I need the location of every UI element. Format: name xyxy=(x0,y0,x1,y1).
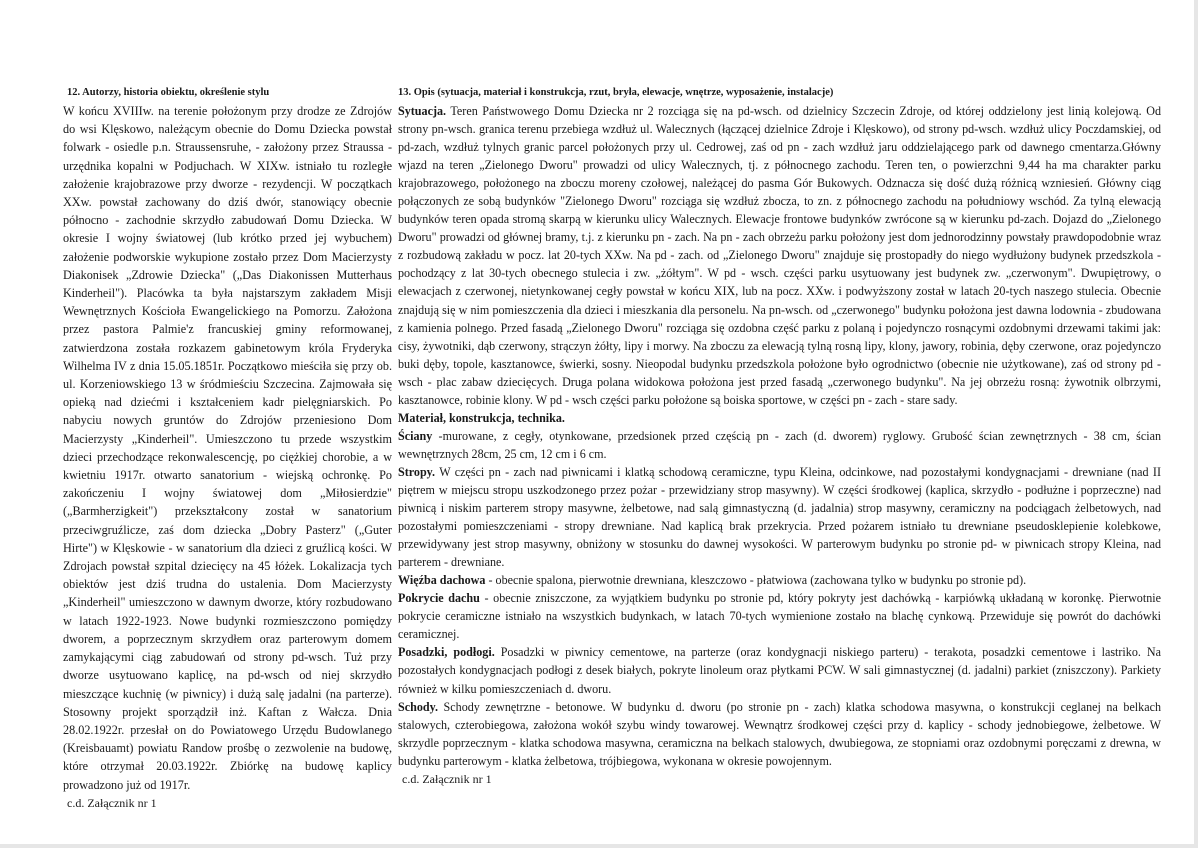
paragraph-ceilings xyxy=(398,463,1161,571)
section-13-heading: 13. Opis (sytuacja, materiał i konstrukcja, rzut, bryła, elewacje, wnętrze, wyposażenie, instalacje) xyxy=(398,87,834,98)
paragraph-text: Posadzki w piwnicy cementowe, na parterze (oraz kondygnacji niskiego parteru) - terakota, posadzki cementowe i lastriko. Na pozostałych kondygnacjach podłogi z desek białych, pokryte linoleum oraz płytkami PCW. W sali gimnastycznej (d. jadalni) parkiet (zniszczony). Parkiety również w kilku pomieszczeniach d. dworu. xyxy=(398,645,1161,696)
section-13-annex-note: c.d. Załącznik nr 1 xyxy=(402,771,492,786)
paragraph-text: Schody zewnętrzne - betonowe. W budynku d. dworu (po stronie pn - zach) klatka schodowa masywna, o konstrukcji ceglanej na belkach stalowych, czterobiegowa, założona wokół szybu windy towarowej. Wewnątrz środkowej części przy d. kaplicy - schody jednobiegowe, żelbetowe. W skrzydle poprzecznym - klatka schodowa masywna, ceramiczna na belkach stalowych, dwubiegowa, ze stopniami oraz ozdobnymi poręczami z drewna, w budynku parterowym - klatka żelbetowa, trójbiegowa, wykonana w okresie powojennym. xyxy=(398,699,1161,768)
section-12-text: W końcu XVIIIw. na terenie położonym przy drodze ze Zdrojów do wsi Klęskowo, należącym obecnie do Domu Dziecka powstał folwark - osiedle p.n. Straussensruhe, - założony przez Straussa - urzędnika kopalni w Podjuchach. W XIXw. istniało tu rozległe założenie krajobrazowe przy dworze - rezydencji. W początkach XXw. powstał zachowany do dziś dwór, stanowiący obecnie północno - zachodnie skrzydło zabudowań Domu Dziecka. W okresie I wojny światowej (lub krótko przed jej wybuchem) założenie podworskie wykupione zostało przez Dom Macierzysty Diakonisek „Zdrowie Dziecka" („Das Diakonissen Mutterhaus Kinderheil"). Placówka ta była najstarszym zakładem Misji Wewnętrznych Kościoła Ewangelickiego na Pomorzu. Założona przez pastora Palmie'z francuskiej gminy reformowanej, zatwierdzona została rozkazem gabinetowym króla Fryderyka Wilhelma IV z dnia 15.05.1851r. Początkowo mieściła się przy ob. ul. Korzeniowskiego 13 w śródmieściu Szczecina. Zajmowała się opieką nad dziećmi i kształceniem kadr pielęgniarskich. Po nabyciu nowych gruntów do Zdrojów przeniesiono Dom Macierzysty „Kinderheil". Umieszczono tu przede wszystkim dzieci przechodzące rekonwalescencję, po ciężkiej chorobie, a w kwietniu 1917r. otwarto sanatorium - wiejską ochronkę. Po zakończeniu I wojny światowej dom „Miłosierdzie" („Barmherzigkeit") przekształcony został w sanatorium przeciwgruźlicze, zaś dom dziecka „Dobry Pasterz" („Guter Hirte") w Klęskowie - w sanatorium dla dzieci z gruźlicą kości. W Zdrojach powstał szpital dziecięcy na 45 łóżek. Lokalizacja tych obiektów jest dziś trudna do ustalenia. Dom Macierzysty „Kinderheil" umieszczono w dawnym dworze, który rozbudowano w latach 1922-1923. Nowe budynki rozmieszczono pomiędzy dworem, a poprzecznym skrzydłem oraz parterowym domem zamykającymi ciąg zabudowań od strony pd-wsch. Tuż przy dworze usytuowano kaplicę, na pd-wsch od niej skrzydło mieszczące kuchnię (w piwnicy) i dużą salę jadalni (na parterze). Stosowny projekt sporządził inż. Kaftan z Wałcza. Dnia 28.02.1922r. przesłał on do Powiatowego Urzędu Budowlanego (Kreisbauamt) powiatu Randow prośbę o zezwolenie na budowę, które otrzymał 20.03.1922r. Zbiórkę na budowę kaplicy prowadzono już od 1917r. xyxy=(63,104,392,792)
paragraph-material-header xyxy=(398,409,1161,427)
paragraph-text: - obecnie zniszczone, za wyjątkiem budynku po stronie pd, który pokryty jest dachówką - karpiówką układaną w koronkę. Pierwotnie pokrycie ceramiczne istniało na wszystkich budynkach, w latach 70-tych wymienione zostało na blachę cynkową. Przewiduje się powrót do dachówki ceramicznej. xyxy=(398,591,1161,642)
paragraph-text: W części pn - zach nad piwnicami i klatką schodową ceramiczne, typu Kleina, odcinkowe, nad pozostałymi kondygnacjami - drewniane (nad II piętrem w miejscu stropu uszkodzonego przez pożar - przewidziany strop masywny). W części środkowej (kaplica, skrzydło - podłużne i poprzeczne) nad piwnicą i niskim parterem stropy masywne, żelbetowe, nad salą gimnastyczną (d. jadalnia) strop masywny, ceramiczny na podciągach żelbetowych, nad pozostałymi pomieszczeniami - stropy drewniane. Nad kaplicą brak przekrycia. Przed pożarem istniało tu drewniane pseudosklepienie kolebkowe, przewidywany jest strop masywny, obniżony w stosunku do dawnej wysokości. W parterowym budynku po stronie pd- w piwnicach stropy Kleina, nad parterem - drewniane. xyxy=(398,464,1161,570)
paragraph-lead: Schody. xyxy=(398,699,438,714)
paragraph-text: Teren Państwowego Domu Dziecka nr 2 rozciąga się na pd-wsch. od dzielnicy Szczecin Zdroje, od której oddzielony jest linią kolejową. Od strony pn-wsch. granica terenu przebiega wzdłuż ul. Walecznych (łączącej dzielnice Zdroje i Klęskowo), od strony pd-wsch. wzdłuż ulicy Poczdamskiej, od pd-zach, wzdłuż tylnych granic parcel położonych przy ul. Cedrowej, zaś od pn - zach wzdłuż jaru oddzielającego park od dawnego cmentarza.Główny wjazd na teren „Zielonego Dworu" prowadzi od ulicy Walecznych, tj. z północnego zachodu. Teren ten, o powierzchni 9,44 ha ma charakter parku krajobrazowego, położonego na zboczu moreny czołowej, należącej do pasma Gór Bukowych. Odznacza się dość dużą różnicą wzniesień. Główny ciąg połączonych ze sobą budynków "Zielonego Dworu" rozciąga się wzdłuż zbocza, to zn. z północnego zachodu na południowy wschód. Za tylną elewacją budynków teren opada stromą skarpą w kierunku ulicy Walecznych. Elewacje frontowe budynków zwrócone są w kierunku pd-zach. Dojazd do „Zielonego Dworu" prowadzi od głównej bramy, t.j. z kierunku pn - zach. Na pn - zach obrzeżu parku położony jest dom jednorodzinny powstały prawdopodobnie wraz z rozbudową zakładu w pocz. lat 20-tych XXw. Na pd - zach. od „Zielonego Dworu" znajduje się prostopadły do niego wydłużony budynek przedszkola - pochodzący z lat 30-tych obecnego stulecia i zw. „żółtym". W pd - wsch. części parku usytuowany jest budynek zw. „czerwonym". Dwupiętrowy, o elewacjach z czerwonej, nietynkowanej cegły powstał w końcu XIX, lub na pocz. XXw. i podwyższony został w latach 20-tych naszego stulecia. Obecnie znajdują się w nim pomieszczenia dla dzieci i mieszkania dla personelu. Na pn-wsch. od „czerwonego" budynku położona jest dawna lodownia - zbudowana z kamienia polnego. Przed fasadą „Zielonego Dworu" rozciąga się ozdobna część parku z polaną i pojedynczo rosnącymi ozdobnymi drzewami takimi jak: cisy, żywotniki, dąb czerwony, strączyn żółty, lipy i morwy. Na zboczu za elewacją tylną rosną lipy, klony, jawory, robinia, dęby czerwone, oraz pojedynczo buki dęby, topole, kasztanowce, świerki, sosny. Nieopodal budynku przedszkola położone było ogrodnictwo (obecnie nie użytkowane), zaś od strony pd - wsch - plac zabaw dziecięcych. Druga polana widokowa położona jest przed fasadą „czerwonego budynku". Na jej obrzeżu rosną: żywotnik olbrzymi, kasztanowce, robinie klony. W pd - wsch części parku położone są boiska sportowe, w części pn - zach - stare sady. xyxy=(398,104,1161,407)
paragraph-lead: Stropy. xyxy=(398,464,436,479)
paragraph-roofing xyxy=(398,589,1161,643)
paragraph-lead: Pokrycie dachu xyxy=(398,591,480,606)
paragraph-lead: Posadzki, podłogi. xyxy=(398,645,495,660)
paragraph-lead: Więźba dachowa xyxy=(398,573,486,588)
paragraph-lead: Materiał, konstrukcja, technika. xyxy=(398,410,565,425)
section-13-body xyxy=(398,102,1161,770)
paragraph-lead: Ściany xyxy=(398,428,433,443)
paragraph-text: -murowane, z cegły, otynkowane, przedsionek przed częścią pn - zach (d. dworem) ryglowy. Grubość ścian zewnętrznych - 38 cm, ścian wewnętrznych 28cm, 25 cm, 12 cm i 6 cm. xyxy=(398,428,1161,461)
section-12-annex-note: c.d. Załącznik nr 1 xyxy=(67,795,157,810)
paragraph-situation xyxy=(398,102,1161,409)
section-13-column xyxy=(398,86,1161,826)
section-12-heading: 12. Autorzy, historia obiektu, określenie stylu xyxy=(67,87,270,98)
paragraph-floors xyxy=(398,643,1161,697)
paragraph-walls xyxy=(398,427,1161,463)
section-12-column xyxy=(63,86,392,816)
paragraph-text: - obecnie spalona, pierwotnie drewniana, kleszczowo - płatwiowa (zachowana tylko w budynku po stronie pd). xyxy=(485,573,1027,588)
paragraph-lead: Sytuacja. xyxy=(398,104,447,118)
paragraph-roof-truss xyxy=(398,571,1161,589)
paragraph-stairs xyxy=(398,698,1161,770)
